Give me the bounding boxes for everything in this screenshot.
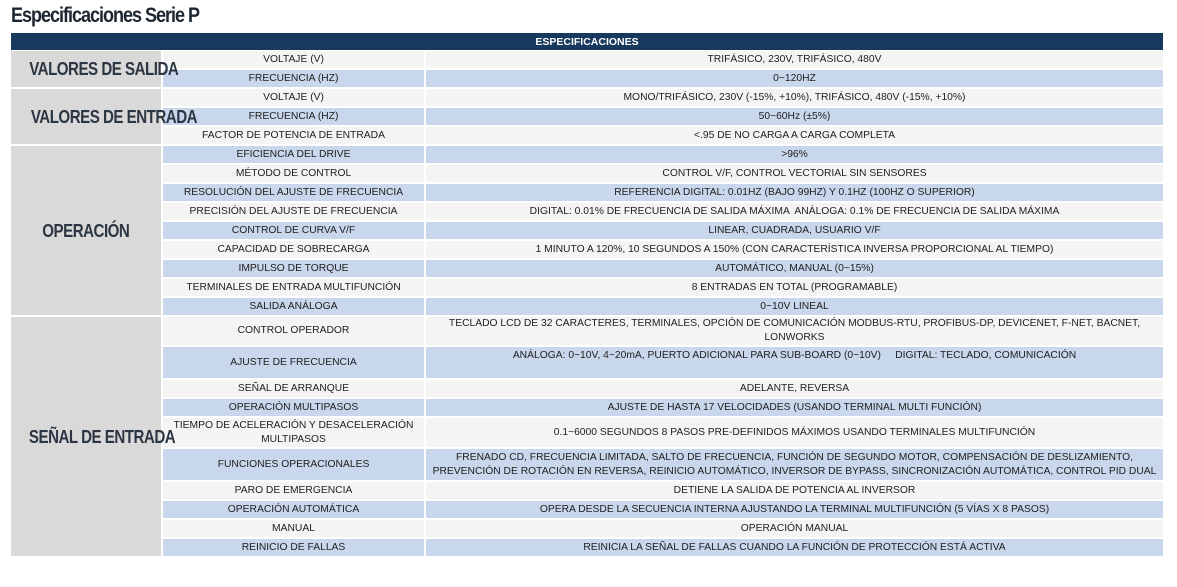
table-row: [11, 500, 1163, 519]
spec-label: MÉTODO DE CONTROL: [162, 164, 425, 183]
section-label: VALORES DE ENTRADA: [11, 88, 162, 145]
table-row: [11, 379, 1163, 398]
spec-value: MONO/TRIFÁSICO, 230V (-15%, +10%), TRIFÁSICO, 480V (-15%, +10%): [425, 88, 1163, 107]
spec-label: SEÑAL DE ARRANQUE: [162, 379, 425, 398]
spec-label: FRECUENCIA (HZ): [162, 107, 425, 126]
spec-value: DETIENE LA SALIDA DE POTENCIA AL INVERSOR: [425, 481, 1163, 500]
spec-value: ADELANTE, REVERSA: [425, 379, 1163, 398]
table-row: [11, 346, 1163, 379]
spec-label: CONTROL OPERADOR: [162, 316, 425, 346]
table-row: [11, 448, 1163, 481]
spec-label: CONTROL DE CURVA V/F: [162, 221, 425, 240]
specifications-table: [11, 33, 1163, 558]
spec-value: OPERA DESDE LA SECUENCIA INTERNA AJUSTANDO LA TERMINAL MULTIFUNCIÓN (5 VÍAS X 8 PASOS): [425, 500, 1163, 519]
spec-label: VOLTAJE (V): [162, 88, 425, 107]
spec-value: 0~120HZ: [425, 69, 1163, 88]
spec-value: LINEAR, CUADRADA, USUARIO V/F: [425, 221, 1163, 240]
spec-value: 50~60Hz (±5%): [425, 107, 1163, 126]
spec-value: TECLADO LCD DE 32 CARACTERES, TERMINALES, OPCIÓN DE COMUNICACIÓN MODBUS-RTU, PROFIBUS-DP, DEVICENET, F-NET, BACNET, LONWORKS: [425, 316, 1163, 346]
spec-value: TRIFÁSICO, 230V, TRIFÁSICO, 480V: [425, 51, 1163, 70]
spec-value: 1 MINUTO A 120%, 10 SEGUNDOS A 150% (CON CARACTERÍSTICA INVERSA PROPORCIONAL AL TIEMPO): [425, 240, 1163, 259]
table-row: [11, 278, 1163, 297]
spec-value: ANÁLOGA: 0~10V, 4~20mA, PUERTO ADICIONAL PARA SUB-BOARD (0~10V) DIGITAL: TECLADO, COMUNICACIÓN: [425, 346, 1163, 379]
spec-label: PRECISIÓN DEL AJUSTE DE FRECUENCIA: [162, 202, 425, 221]
spec-value: 0~10V LINEAL: [425, 297, 1163, 316]
section-label: OPERACIÓN: [11, 145, 162, 316]
spec-value: 0.1~6000 SEGUNDOS 8 PASOS PRE-DEFINIDOS MÁXIMOS USANDO TERMINALES MULTIFUNCIÓN: [425, 417, 1163, 448]
spec-value: REFERENCIA DIGITAL: 0.01HZ (BAJO 99HZ) Y 0.1HZ (100HZ O SUPERIOR): [425, 183, 1163, 202]
spec-value: 8 ENTRADAS EN TOTAL (PROGRAMABLE): [425, 278, 1163, 297]
table-row: [11, 519, 1163, 538]
table-row: [11, 126, 1163, 145]
spec-value: >96%: [425, 145, 1163, 164]
table-row: [11, 297, 1163, 316]
table-row: [11, 202, 1163, 221]
spec-value: OPERACIÓN MANUAL: [425, 519, 1163, 538]
table-row: [11, 538, 1163, 557]
table-row: [11, 164, 1163, 183]
spec-value: AUTOMÁTICO, MANUAL (0~15%): [425, 259, 1163, 278]
spec-label: TERMINALES DE ENTRADA MULTIFUNCIÓN: [162, 278, 425, 297]
table-row: [11, 51, 1163, 70]
table-row: [11, 481, 1163, 500]
table-row: [11, 69, 1163, 88]
spec-label: PARO DE EMERGENCIA: [162, 481, 425, 500]
spec-value: <.95 DE NO CARGA A CARGA COMPLETA: [425, 126, 1163, 145]
spec-label: REINICIO DE FALLAS: [162, 538, 425, 557]
spec-label: AJUSTE DE FRECUENCIA: [162, 346, 425, 379]
table-header: ESPECIFICACIONES: [11, 33, 1163, 51]
spec-value: CONTROL V/F, CONTROL VECTORIAL SIN SENSORES: [425, 164, 1163, 183]
spec-value: FRENADO CD, FRECUENCIA LIMITADA, SALTO DE FRECUENCIA, FUNCIÓN DE SEGUNDO MOTOR, COMPENSACIÓN DE DESLIZAMIENTO, PREVENCIÓN DE ROTACIÓN EN REVERSA, REINICIO AUTOMÁTICO, INVERSOR DE BYPASS, SINCRONIZACIÓN AUTOMÁTICA, CONTROL PID DUAL: [425, 448, 1163, 481]
spec-label: MANUAL: [162, 519, 425, 538]
spec-label: TIEMPO DE ACELERACIÓN Y DESACELERACIÓN MULTIPASOS: [162, 417, 425, 448]
spec-label: OPERACIÓN MULTIPASOS: [162, 398, 425, 417]
table-row: [11, 183, 1163, 202]
spec-label: VOLTAJE (V): [162, 51, 425, 70]
section-label: SEÑAL DE ENTRADA: [11, 316, 162, 557]
spec-label: CAPACIDAD DE SOBRECARGA: [162, 240, 425, 259]
table-row: [11, 316, 1163, 346]
table-row: [11, 221, 1163, 240]
table-row: [11, 417, 1163, 448]
table-row: [11, 88, 1163, 107]
spec-label: FUNCIONES OPERACIONALES: [162, 448, 425, 481]
spec-label: EFICIENCIA DEL DRIVE: [162, 145, 425, 164]
spec-value: REINICIA LA SEÑAL DE FALLAS CUANDO LA FUNCIÓN DE PROTECCIÓN ESTÁ ACTIVA: [425, 538, 1163, 557]
section-label: VALORES DE SALIDA: [11, 51, 162, 89]
spec-value: DIGITAL: 0.01% DE FRECUENCIA DE SALIDA MÁXIMA ANÁLOGA: 0.1% DE FRECUENCIA DE SALIDA MÁXIMA: [425, 202, 1163, 221]
table-row: [11, 259, 1163, 278]
table-row: [11, 145, 1163, 164]
spec-label: FRECUENCIA (HZ): [162, 69, 425, 88]
spec-label: SALIDA ANÁLOGA: [162, 297, 425, 316]
table-row: [11, 240, 1163, 259]
spec-label: OPERACIÓN AUTOMÁTICA: [162, 500, 425, 519]
spec-label: FACTOR DE POTENCIA DE ENTRADA: [162, 126, 425, 145]
spec-label: IMPULSO DE TORQUE: [162, 259, 425, 278]
table-header-row: [11, 33, 1163, 51]
spec-label: RESOLUCIÓN DEL AJUSTE DE FRECUENCIA: [162, 183, 425, 202]
spec-value: AJUSTE DE HASTA 17 VELOCIDADES (USANDO TERMINAL MULTI FUNCIÓN): [425, 398, 1163, 417]
page-title: Especificaciones Serie P: [11, 4, 200, 27]
table-row: [11, 398, 1163, 417]
